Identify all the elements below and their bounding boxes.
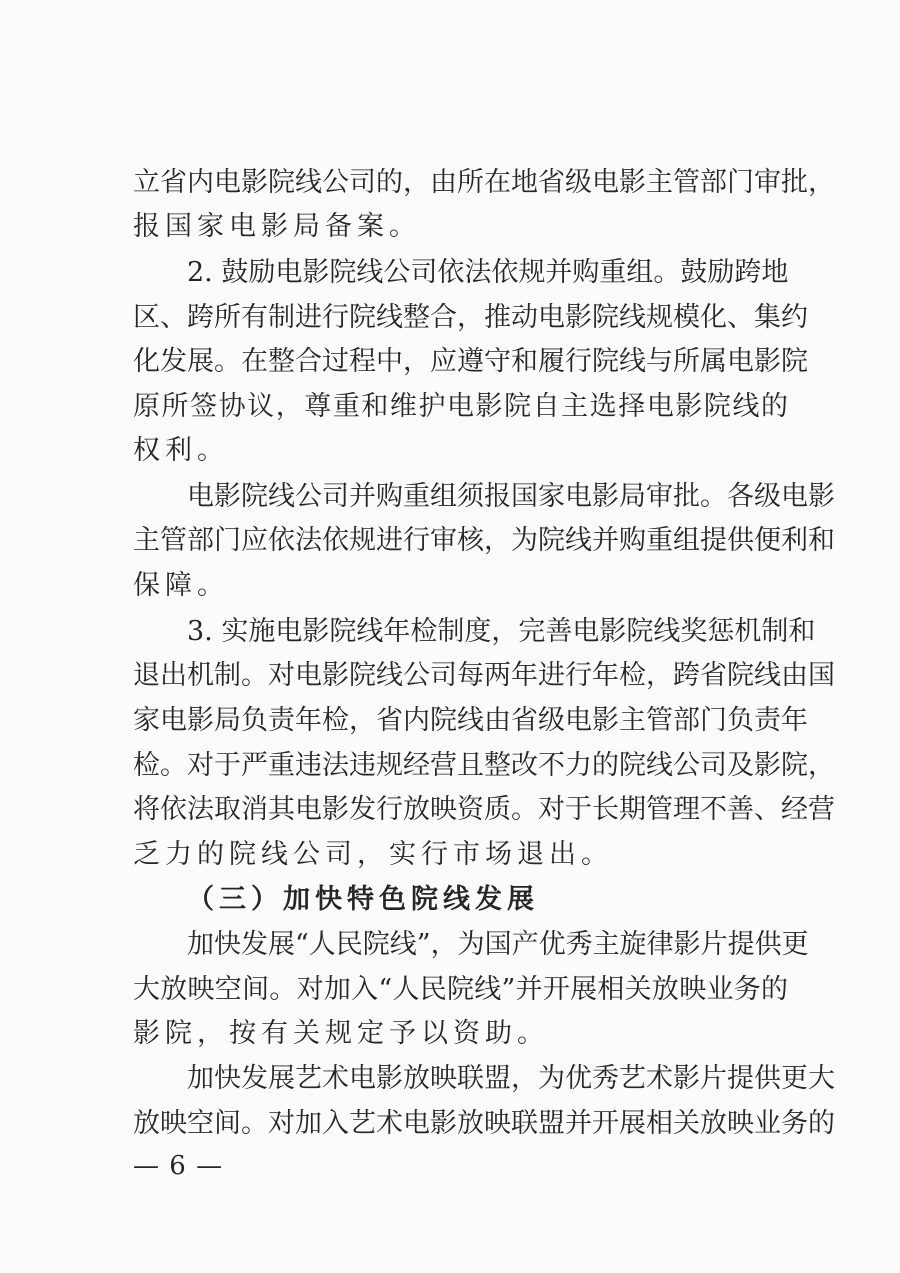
text-line-8: 电影院线公司并购重组须报国家电影局审批。各级电影	[187, 481, 835, 512]
text-line-13: 家电影局负责年检，省内院线由省级电影主管部门负责年	[133, 705, 808, 736]
text-line-15: 将依法取消其电影发行放映资质。对于长期管理不善、经营	[133, 794, 835, 825]
text-line-19: 大放映空间。对加入“人民院线”并开展相关放映业务的	[133, 974, 788, 1005]
text-line-9: 主管部门应依法依规进行审核，为院线并购重组提供便利和	[133, 525, 835, 556]
text-line-1: 立省内电影院线公司的，由所在地省级电影主管部门审批，	[133, 167, 835, 198]
text-line-7: 权利。	[133, 435, 229, 466]
text-line-16: 乏力的院线公司，实行市场退出。	[133, 839, 613, 870]
text-line-5: 化发展。在整合过程中，应遵守和履行院线与所属电影院	[133, 346, 808, 377]
text-line-21: 加快发展艺术电影放映联盟，为优秀艺术影片提供更大	[187, 1063, 835, 1094]
text-line-6: 原所签协议，尊重和维护电影院自主选择电影院线的	[133, 391, 788, 422]
text-line-18: 加快发展“人民院线”，为国产优秀主旋律影片提供更	[187, 929, 809, 960]
text-line-11: 3. 实施电影院线年检制度，完善电影院线奖惩机制和	[187, 616, 816, 647]
section-heading: （三）加快特色院线发展	[187, 884, 539, 915]
text-line-12: 退出机制。对电影院线公司每两年进行年检，跨省院线由国	[133, 660, 835, 691]
text-line-10: 保障。	[133, 570, 229, 601]
text-line-22: 放映空间。对加入艺术电影放映联盟并开展相关放映业务的	[133, 1108, 835, 1139]
text-line-2: 报国家电影局备案。	[133, 211, 421, 242]
text-line-20: 影院，按有关规定予以资助。	[133, 1018, 549, 1049]
text-line-14: 检。对于严重违法违规经营且整改不力的院线公司及影院，	[133, 750, 835, 781]
page-number: — 6 —	[133, 1151, 224, 1181]
text-line-4: 区、跨所有制进行院线整合，推动电影院线规模化、集约	[133, 302, 808, 333]
text-line-3: 2. 鼓励电影院线公司依法依规并购重组。鼓励跨地	[187, 257, 789, 288]
